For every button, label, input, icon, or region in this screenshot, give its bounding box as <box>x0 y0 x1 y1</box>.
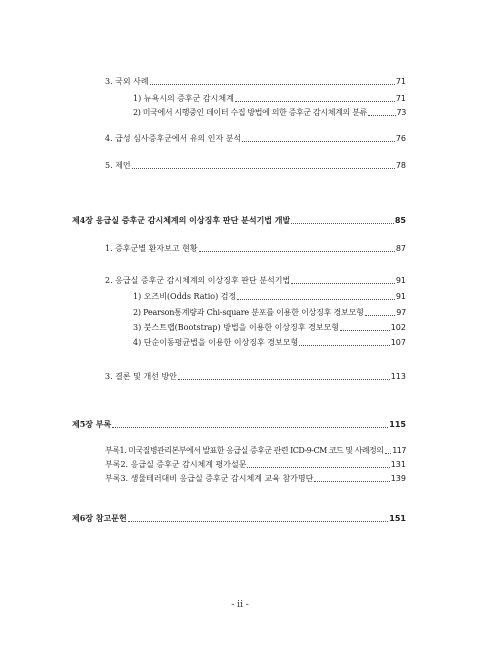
toc-page-number: 73 <box>396 108 406 117</box>
toc-entry-subsection <box>133 93 406 104</box>
dot-leader <box>235 101 395 102</box>
toc-label: 3. 결론 및 개선 방안 <box>105 372 177 381</box>
dot-leader <box>291 283 395 284</box>
dot-leader <box>365 315 396 316</box>
toc-page-number: 91 <box>395 276 406 285</box>
toc-page-number: 78 <box>395 161 406 170</box>
dot-leader <box>368 115 396 116</box>
toc-page-number: 87 <box>395 244 406 253</box>
dot-leader <box>112 427 388 428</box>
dot-leader <box>150 84 395 85</box>
toc-label: 제6장 참고문헌 <box>72 513 127 523</box>
toc-entry-section <box>105 76 406 87</box>
toc-entry-chapter <box>72 215 406 226</box>
toc-entry-section <box>105 243 406 254</box>
toc-entry-section <box>105 133 406 144</box>
toc-page-number: 76 <box>395 134 406 143</box>
toc-entry-subsection <box>133 291 406 302</box>
toc-entry-section <box>105 371 406 382</box>
toc-label: 2) Pearson통계량과 Chi-square 분포를 이용한 이상징후 경보모형 <box>133 308 364 317</box>
toc-label: 2. 응급실 증후군 감시체계의 이상징후 판단 분석기법 <box>105 276 291 285</box>
toc-label: 1. 증후군별 환자보고 현황 <box>105 244 198 253</box>
page-footer-number: - ii - <box>231 600 249 610</box>
dot-leader <box>242 141 395 142</box>
toc-label: 부록1. 미국질병관리본부에서 발표한 응급실 증후군 관련 ICD-9-CM 코드 및 사례정의 <box>105 446 384 455</box>
dot-leader <box>199 251 395 252</box>
dot-leader <box>247 467 389 468</box>
toc-label: 4) 단순이동평균법을 이용한 이상징후 경보모형 <box>133 338 299 347</box>
dot-leader <box>178 379 390 380</box>
toc-page-number: 102 <box>390 323 406 332</box>
dot-leader <box>340 330 390 331</box>
toc-entry-chapter <box>72 513 406 524</box>
toc-label: 부록2. 응급실 증후군 감시체계 평가설문 <box>105 460 247 469</box>
toc-entry-appendix <box>105 459 406 470</box>
toc-page-number: 139 <box>390 474 406 483</box>
toc-label: 4. 급성 심사증후군에서 유의 인자 분석 <box>105 134 242 143</box>
toc-entry-subsection <box>133 307 406 318</box>
toc-page-number: 117 <box>392 446 406 455</box>
toc-entry-subsection <box>133 107 406 118</box>
toc-entry-section <box>105 160 406 171</box>
dot-leader <box>299 345 390 346</box>
toc-label: 5. 제언 <box>105 161 131 170</box>
toc-label: 제5장 부록 <box>72 419 112 429</box>
toc-entry-appendix <box>105 473 406 484</box>
toc-entry-section <box>105 275 406 286</box>
toc-entry-appendix <box>105 445 406 456</box>
toc-label: 1) 오즈비(Odds Ratio) 검정 <box>133 292 237 301</box>
toc-label: 제4장 응급실 증후군 감시체계의 이상징후 판단 분석기법 개발 <box>72 215 291 225</box>
toc-page-number: 151 <box>389 514 406 523</box>
toc-page-number: 97 <box>396 308 406 317</box>
toc-page-number: 71 <box>395 77 406 86</box>
dot-leader <box>314 481 389 482</box>
toc-page-number: 131 <box>390 460 406 469</box>
toc-entry-chapter <box>72 419 406 430</box>
dot-leader <box>291 223 394 224</box>
toc-entry-subsection <box>133 322 406 333</box>
toc-label: 1) 뉴욕시의 증후군 감시체계 <box>133 94 234 103</box>
dot-leader <box>128 521 389 522</box>
dot-leader <box>385 453 392 454</box>
toc-label: 2) 미국에서 시행중인 데이터 수집 방법에 의한 증후군 감시체계의 분류 <box>133 108 367 117</box>
toc-page-number: 71 <box>395 94 406 103</box>
toc-page-number: 107 <box>390 338 406 347</box>
toc-entry-subsection <box>133 337 406 348</box>
toc-label: 부록3. 생물테러대비 응급실 증후군 감시체계 교육 참가명단 <box>105 474 314 483</box>
toc-label: 3) 붓스트랩(Bootstrap) 방법을 이용한 이상징후 경보모형 <box>133 323 340 332</box>
toc-page-number: 85 <box>394 216 406 225</box>
toc-page-number: 91 <box>395 292 406 301</box>
toc-page-number: 113 <box>390 372 406 381</box>
dot-leader <box>132 168 395 169</box>
dot-leader <box>237 299 395 300</box>
toc-label: 3. 국외 사례 <box>105 77 149 86</box>
toc-page-number: 115 <box>389 420 406 429</box>
